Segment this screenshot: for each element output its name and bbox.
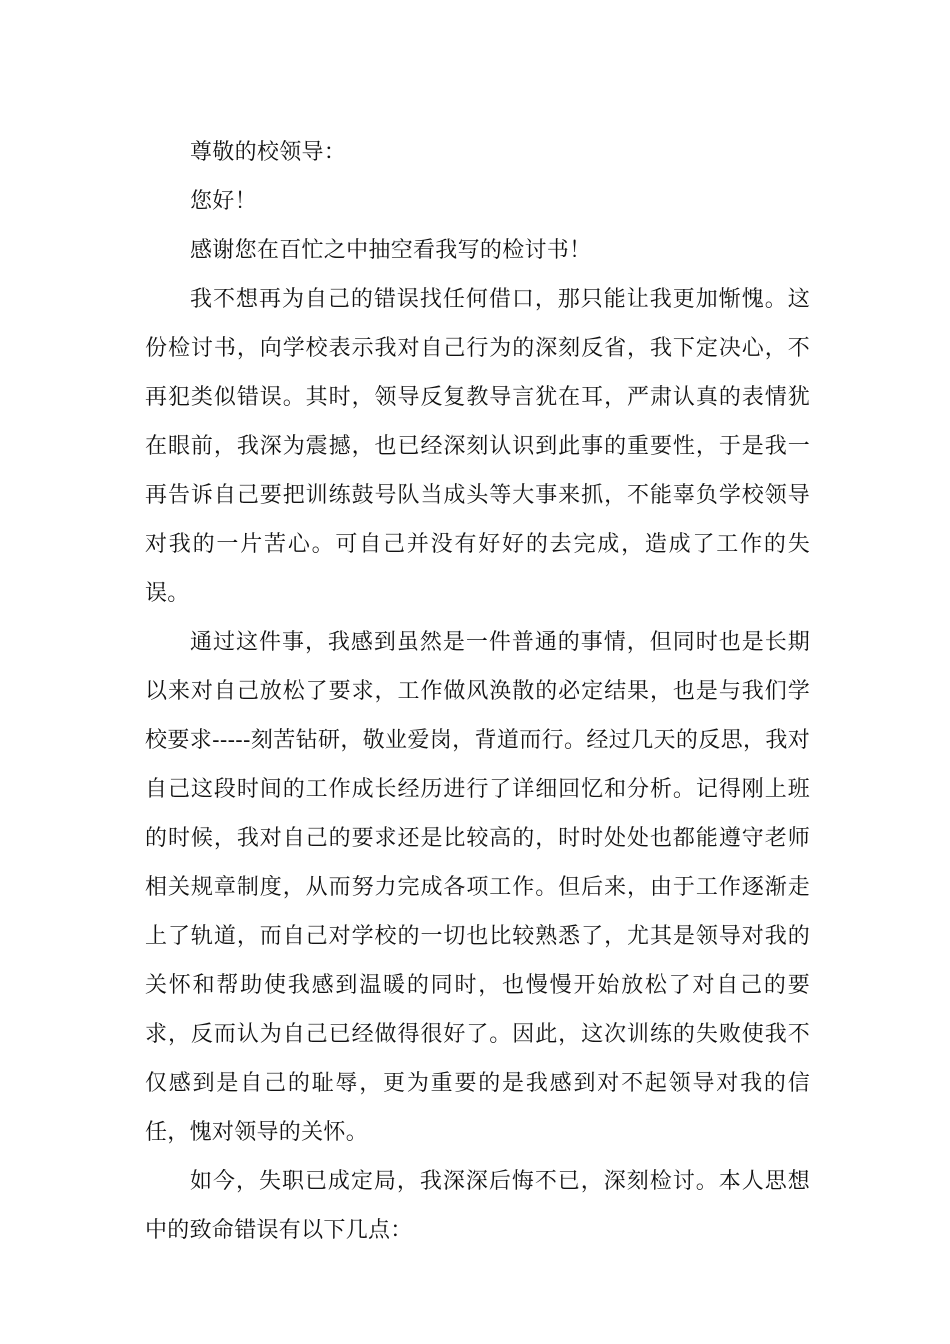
paragraph-reflection: 通过这件事，我感到虽然是一件普通的事情，但同时也是长期以来对自己放松了要求，工作做风涣散的必定结果，也是与我们学校要求-----刻苦钻研，敬业爱岗，背道而行。经过几天的反思，我对自己这段时间的工作成长经历进行了详细回忆和分析。记得刚上班的时候，我对自己的要求还是比较高的，时时处处也都能遵守老师相关规章制度，从而努力完成各项工作。但后来，由于工作逐渐走上了轨道，而自己对学校的一切也比较熟悉了，尤其是领导对我的关怀和帮助使我感到温暖的同时，也慢慢开始放松了对自己的要求，反而认为自己已经做得很好了。因此，这次训练的失败使我不仅感到是自己的耻辱，更为重要的是我感到对不起领导对我的信任，愧对领导的关怀。 — [145, 630, 810, 1145]
letter-body — [145, 128, 810, 1255]
paragraph-conclusion: 如今，失职已成定局，我深深后悔不已，深刻检讨。本人思想中的致命错误有以下几点： — [145, 1169, 810, 1243]
salutation: 尊敬的校领导： — [190, 140, 347, 165]
paragraph-apology: 我不想再为自己的错误找任何借口，那只能让我更加惭愧。这份检讨书，向学校表示我对自己行为的深刻反省，我下定决心，不再犯类似错误。其时，领导反复教导言犹在耳，严肃认真的表情犹在眼前，我深为震撼，也已经深刻认识到此事的重要性，于是我一再告诉自己要把训练鼓号队当成头等大事来抓，不能辜负学校领导对我的一片苦心。可自己并没有好好的去完成，造成了工作的失误。 — [145, 287, 810, 606]
thanks-line: 感谢您在百忙之中抽空看我写的检讨书！ — [190, 238, 592, 263]
greeting: 您好！ — [190, 189, 257, 214]
